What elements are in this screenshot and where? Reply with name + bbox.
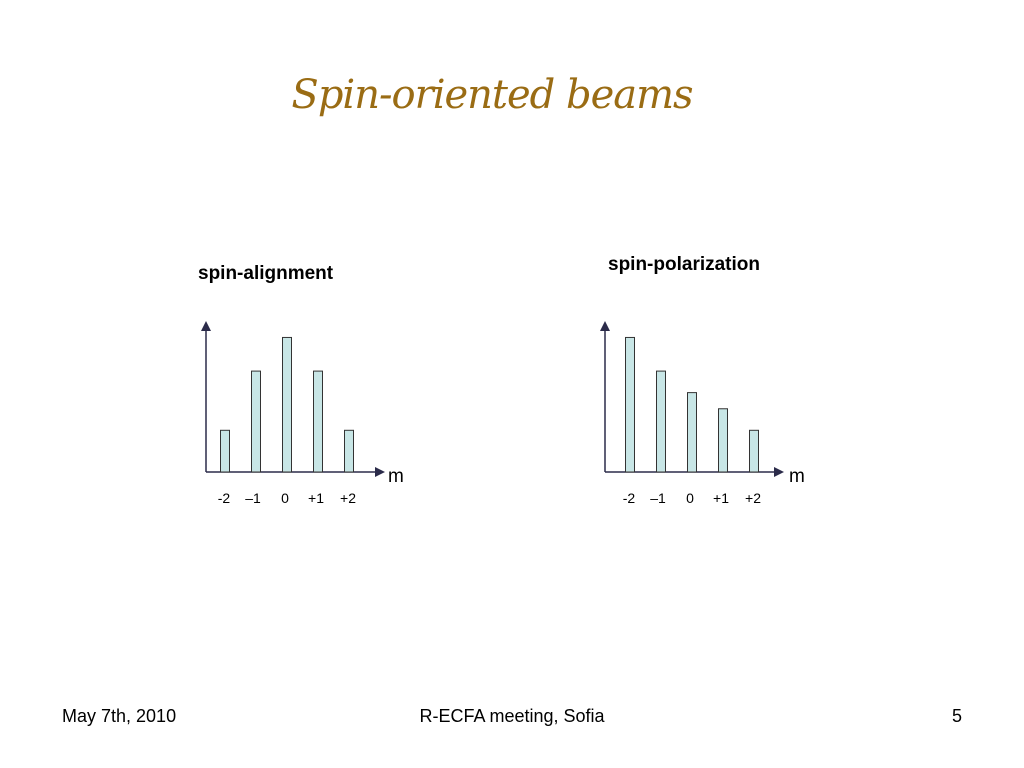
x-tick-label: -2 <box>217 490 231 506</box>
x-tick-label: –1 <box>650 490 666 506</box>
bar-m-1 <box>252 371 261 472</box>
x-tick-label: +2 <box>340 490 356 506</box>
bar-m-3 <box>719 409 728 472</box>
x-tick-label: +2 <box>745 490 761 506</box>
chart-0 <box>198 263 404 506</box>
bar-m-1 <box>657 371 666 472</box>
slide-title: Spin-oriented beams <box>291 72 693 118</box>
bar-m-4 <box>750 430 759 472</box>
bar-m-2 <box>283 337 292 472</box>
bar-m-0 <box>221 430 230 472</box>
x-tick-label: +1 <box>713 490 729 506</box>
footer-event: R-ECFA meeting, Sofia <box>419 706 605 726</box>
x-tick-label: 0 <box>281 490 289 506</box>
bar-m-3 <box>314 371 323 472</box>
bar-m-4 <box>345 430 354 472</box>
x-tick-label: -2 <box>622 490 636 506</box>
footer-date: May 7th, 2010 <box>62 706 177 726</box>
chart-title: spin-polarization <box>608 254 760 275</box>
x-tick-label: –1 <box>245 490 261 506</box>
x-axis-label: m <box>388 466 404 487</box>
bar-m-0 <box>626 337 635 472</box>
chart-1 <box>605 254 805 506</box>
x-tick-label: 0 <box>686 490 694 506</box>
bar-m-2 <box>688 393 697 472</box>
footer-page-number: 5 <box>951 706 962 726</box>
x-tick-label: +1 <box>308 490 324 506</box>
x-axis-label: m <box>789 466 805 487</box>
chart-title: spin-alignment <box>198 263 334 284</box>
